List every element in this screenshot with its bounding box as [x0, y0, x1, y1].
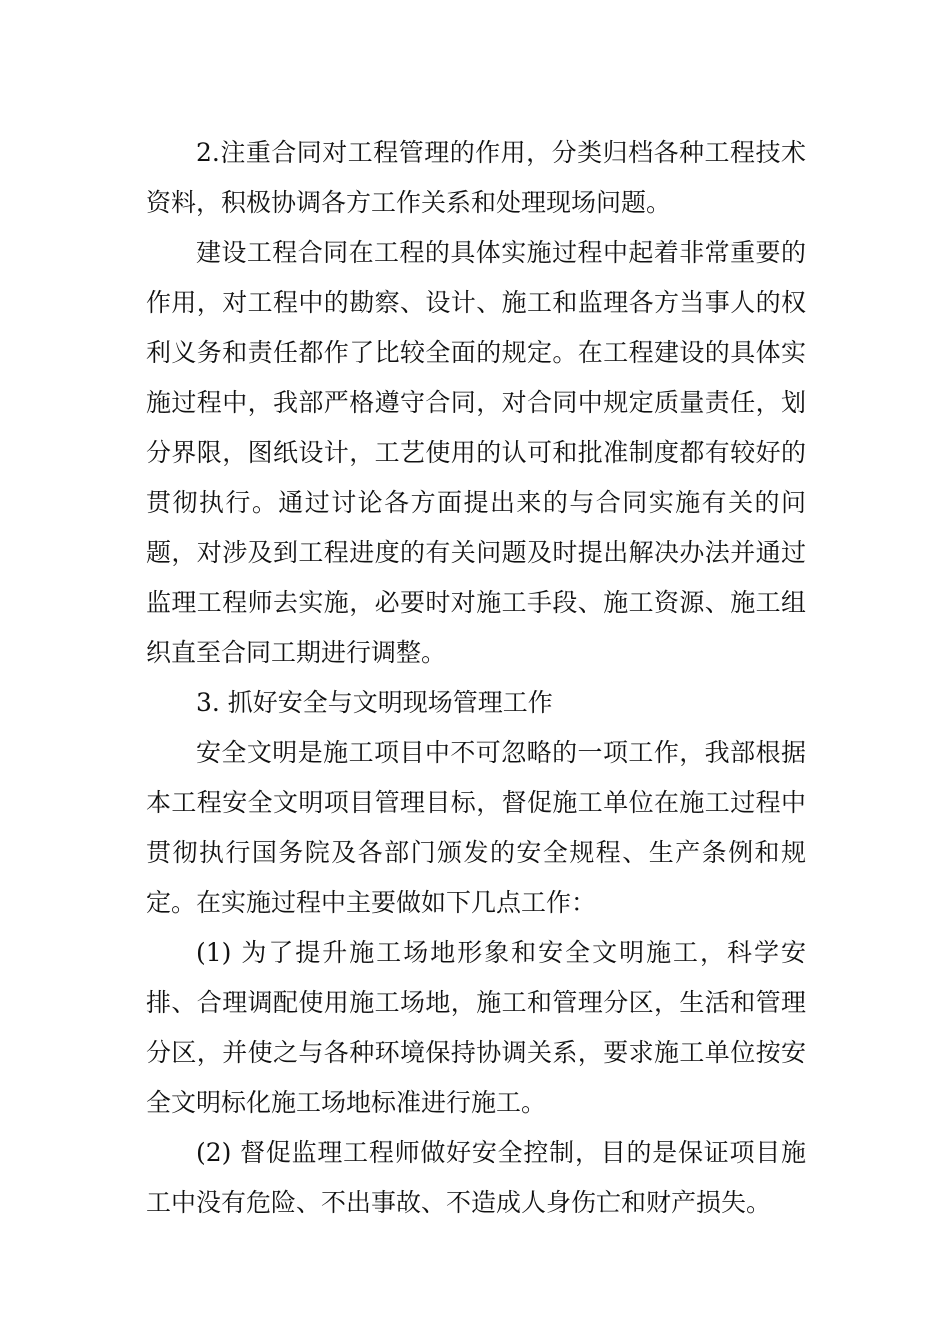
paragraph-construction-contract: 建设工程合同在工程的具体实施过程中起着非常重要的作用，对工程中的勘察、设计、施工和监理各方当事人的权利义务和责任都作了比较全面的规定。在工程建设的具体实施过程中，我部严格遵守合同，对合同中规定质量责任，划分界限，图纸设计，工艺使用的认可和批准制度都有较好的贯彻执行。通过讨论各方面提出来的与合同实施有关的问题，对涉及到工程进度的有关问题及时提出解决办法并通过监理工程师去实施，必要时对施工手段、施工资源、施工组织直至合同工期进行调整。: [146, 238, 806, 667]
paragraph-safety-civilization: 安全文明是施工项目中不可忽略的一项工作，我部根据本工程安全文明项目管理目标，督促施工单位在施工过程中贯彻执行国务院及各部门颁发的安全规程、生产条例和规定。在实施过程中主要做如下几点工作：: [146, 738, 806, 917]
paragraph-contract-management: 2.注重合同对工程管理的作用，分类归档各种工程技术资料，积极协调各方工作关系和处理现场问题。: [146, 138, 806, 217]
paragraph-item-1: (1) 为了提升施工场地形象和安全文明施工，科学安排、合理调配使用施工场地，施工和管理分区，生活和管理分区，并使之与各种环境保持协调关系，要求施工单位按安全文明标化施工场地标准进行施工。: [146, 938, 806, 1117]
paragraph-item-2: (2) 督促监理工程师做好安全控制，目的是保证项目施工中没有危险、不出事故、不造成人身伤亡和财产损失。: [146, 1138, 806, 1217]
section-heading-safety: 3. 抓好安全与文明现场管理工作: [196, 688, 553, 717]
document-body: [146, 128, 806, 1228]
